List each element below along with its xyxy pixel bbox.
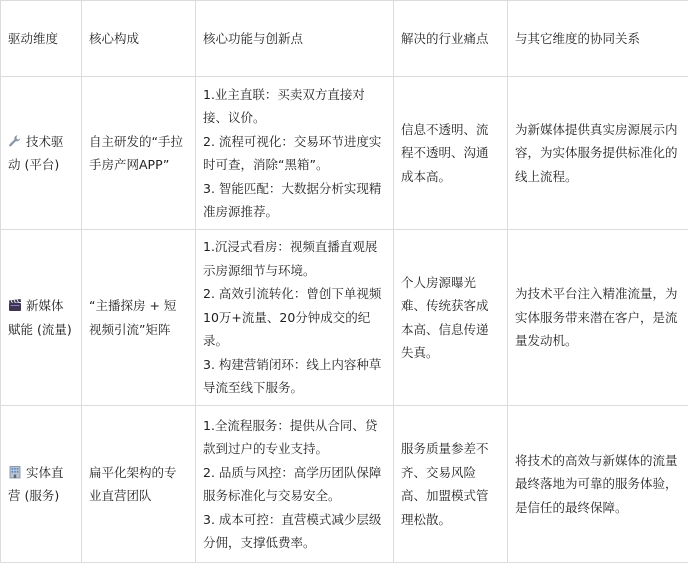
- office-building-icon: [8, 461, 22, 485]
- features-cell: [196, 230, 394, 406]
- dimension-label: 新媒体赋能 (流量): [8, 298, 72, 337]
- dimension-cell: [1, 77, 82, 230]
- synergy-cell: 为技术平台注入精准流量，为实体服务带来潜在客户，是流量发动机。: [508, 230, 688, 406]
- header-dimension: 驱动维度: [1, 1, 82, 77]
- feature-item: 2. 高效引流转化：曾创下单视频10万+流量、20分钟成交的纪录。: [203, 286, 382, 349]
- composition-cell: “主播探房 + 短视频引流”矩阵: [82, 230, 196, 406]
- feature-item: 2. 流程可视化：交易环节进度实时可查，消除“黑箱”。: [203, 133, 382, 172]
- header-row: [1, 1, 688, 77]
- features-cell: [196, 406, 394, 563]
- feature-item: 3. 构建营销闭环：线上内容种草导流至线下服务。: [203, 356, 382, 396]
- header-composition: 核心构成: [82, 1, 196, 77]
- pain-points-cell: 服务质量参差不齐、交易风险高、加盟模式管理松散。: [394, 406, 508, 563]
- dimension-cell: [1, 230, 82, 406]
- feature-item: 1.全流程服务：提供从合同、贷款到过户的专业支持。: [203, 417, 378, 456]
- pain-points-cell: 信息不透明、流程不透明、沟通成本高。: [394, 77, 508, 230]
- header-features: 核心功能与创新点: [196, 1, 394, 77]
- feature-item: 1.沉浸式看房：视频直播直观展示房源细节与环境。: [203, 239, 378, 278]
- features-cell: [196, 77, 394, 230]
- synergy-cell: 为新媒体提供真实房源展示内容，为实体服务提供标准化的线上流程。: [508, 77, 688, 230]
- feature-item: 2. 品质与风控：高学历团队保障服务标准化与交易安全。: [203, 464, 382, 503]
- dimension-label: 技术驱动 (平台): [8, 133, 64, 172]
- composition-cell: 自主研发的“手拉手房产网APP”: [82, 77, 196, 230]
- header-pain-points: 解决的行业痛点: [394, 1, 508, 77]
- dimension-label: 实体直营 (服务): [8, 464, 64, 503]
- dimension-cell: [1, 406, 82, 563]
- pain-points-cell: 个人房源曝光难、传统获客成本高、信息传递失真。: [394, 230, 508, 406]
- header-synergy: 与其它维度的协同关系: [508, 1, 688, 77]
- clapperboard-icon: [8, 294, 22, 318]
- wrench-icon: [8, 130, 22, 154]
- composition-cell: 扁平化架构的专业直营团队: [82, 406, 196, 563]
- synergy-cell: 将技术的高效与新媒体的流量最终落地为可靠的服务体验，是信任的最终保障。: [508, 406, 688, 563]
- feature-item: 3. 智能匹配：大数据分析实现精准房源推荐。: [203, 180, 382, 219]
- table-row: [1, 77, 688, 230]
- feature-item: 3. 成本可控：直营模式减少层级分佣，支撑低费率。: [203, 511, 382, 550]
- table-row: [1, 406, 688, 563]
- feature-item: 1.业主直联：买卖双方直接对接、议价。: [203, 86, 365, 125]
- table-row: [1, 230, 688, 406]
